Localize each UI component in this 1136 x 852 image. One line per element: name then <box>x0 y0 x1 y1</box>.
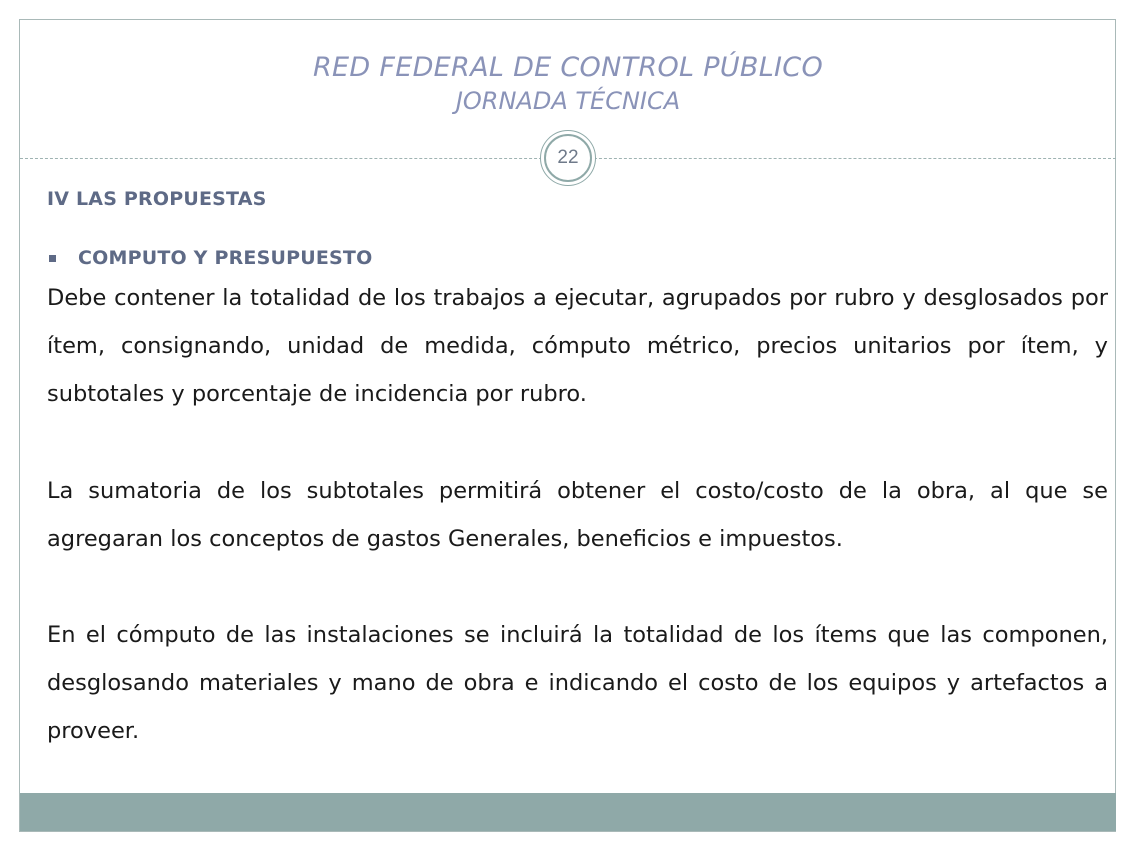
header-title: RED FEDERAL DE CONTROL PÚBLICO <box>312 52 824 83</box>
bullet-item <box>47 245 372 271</box>
page-number-badge <box>540 130 596 186</box>
page-number: 22 <box>544 134 592 182</box>
bullet-label: COMPUTO Y PRESUPUESTO <box>78 247 373 269</box>
body-paragraph-3: En el cómputo de las instalaciones se incluirá la totalidad de los ítems que las componen, desglosando materiales y mano de obra e indicando el costo de los equipos y artefactos a proveer. <box>47 622 1108 744</box>
body-paragraph-1: Debe contener la totalidad de los trabajos a ejecutar, agrupados por rubro y desglosados por ítem, consignando, unidad de medida, cómputo métrico, precios unitarios por ítem, y subtotales y porcentaje de incidencia por rubro. <box>47 285 1108 407</box>
section-heading: IV LAS PROPUESTAS <box>47 188 267 210</box>
body-paragraph-2: La sumatoria de los subtotales permitirá obtener el costo/costo de la obra, al que se agregaran los conceptos de gastos Generales, beneficios e impuestos. <box>47 478 1108 552</box>
square-bullet-icon <box>49 255 56 262</box>
header-subtitle: JORNADA TÉCNICA <box>455 87 681 115</box>
footer-bar <box>20 793 1116 831</box>
